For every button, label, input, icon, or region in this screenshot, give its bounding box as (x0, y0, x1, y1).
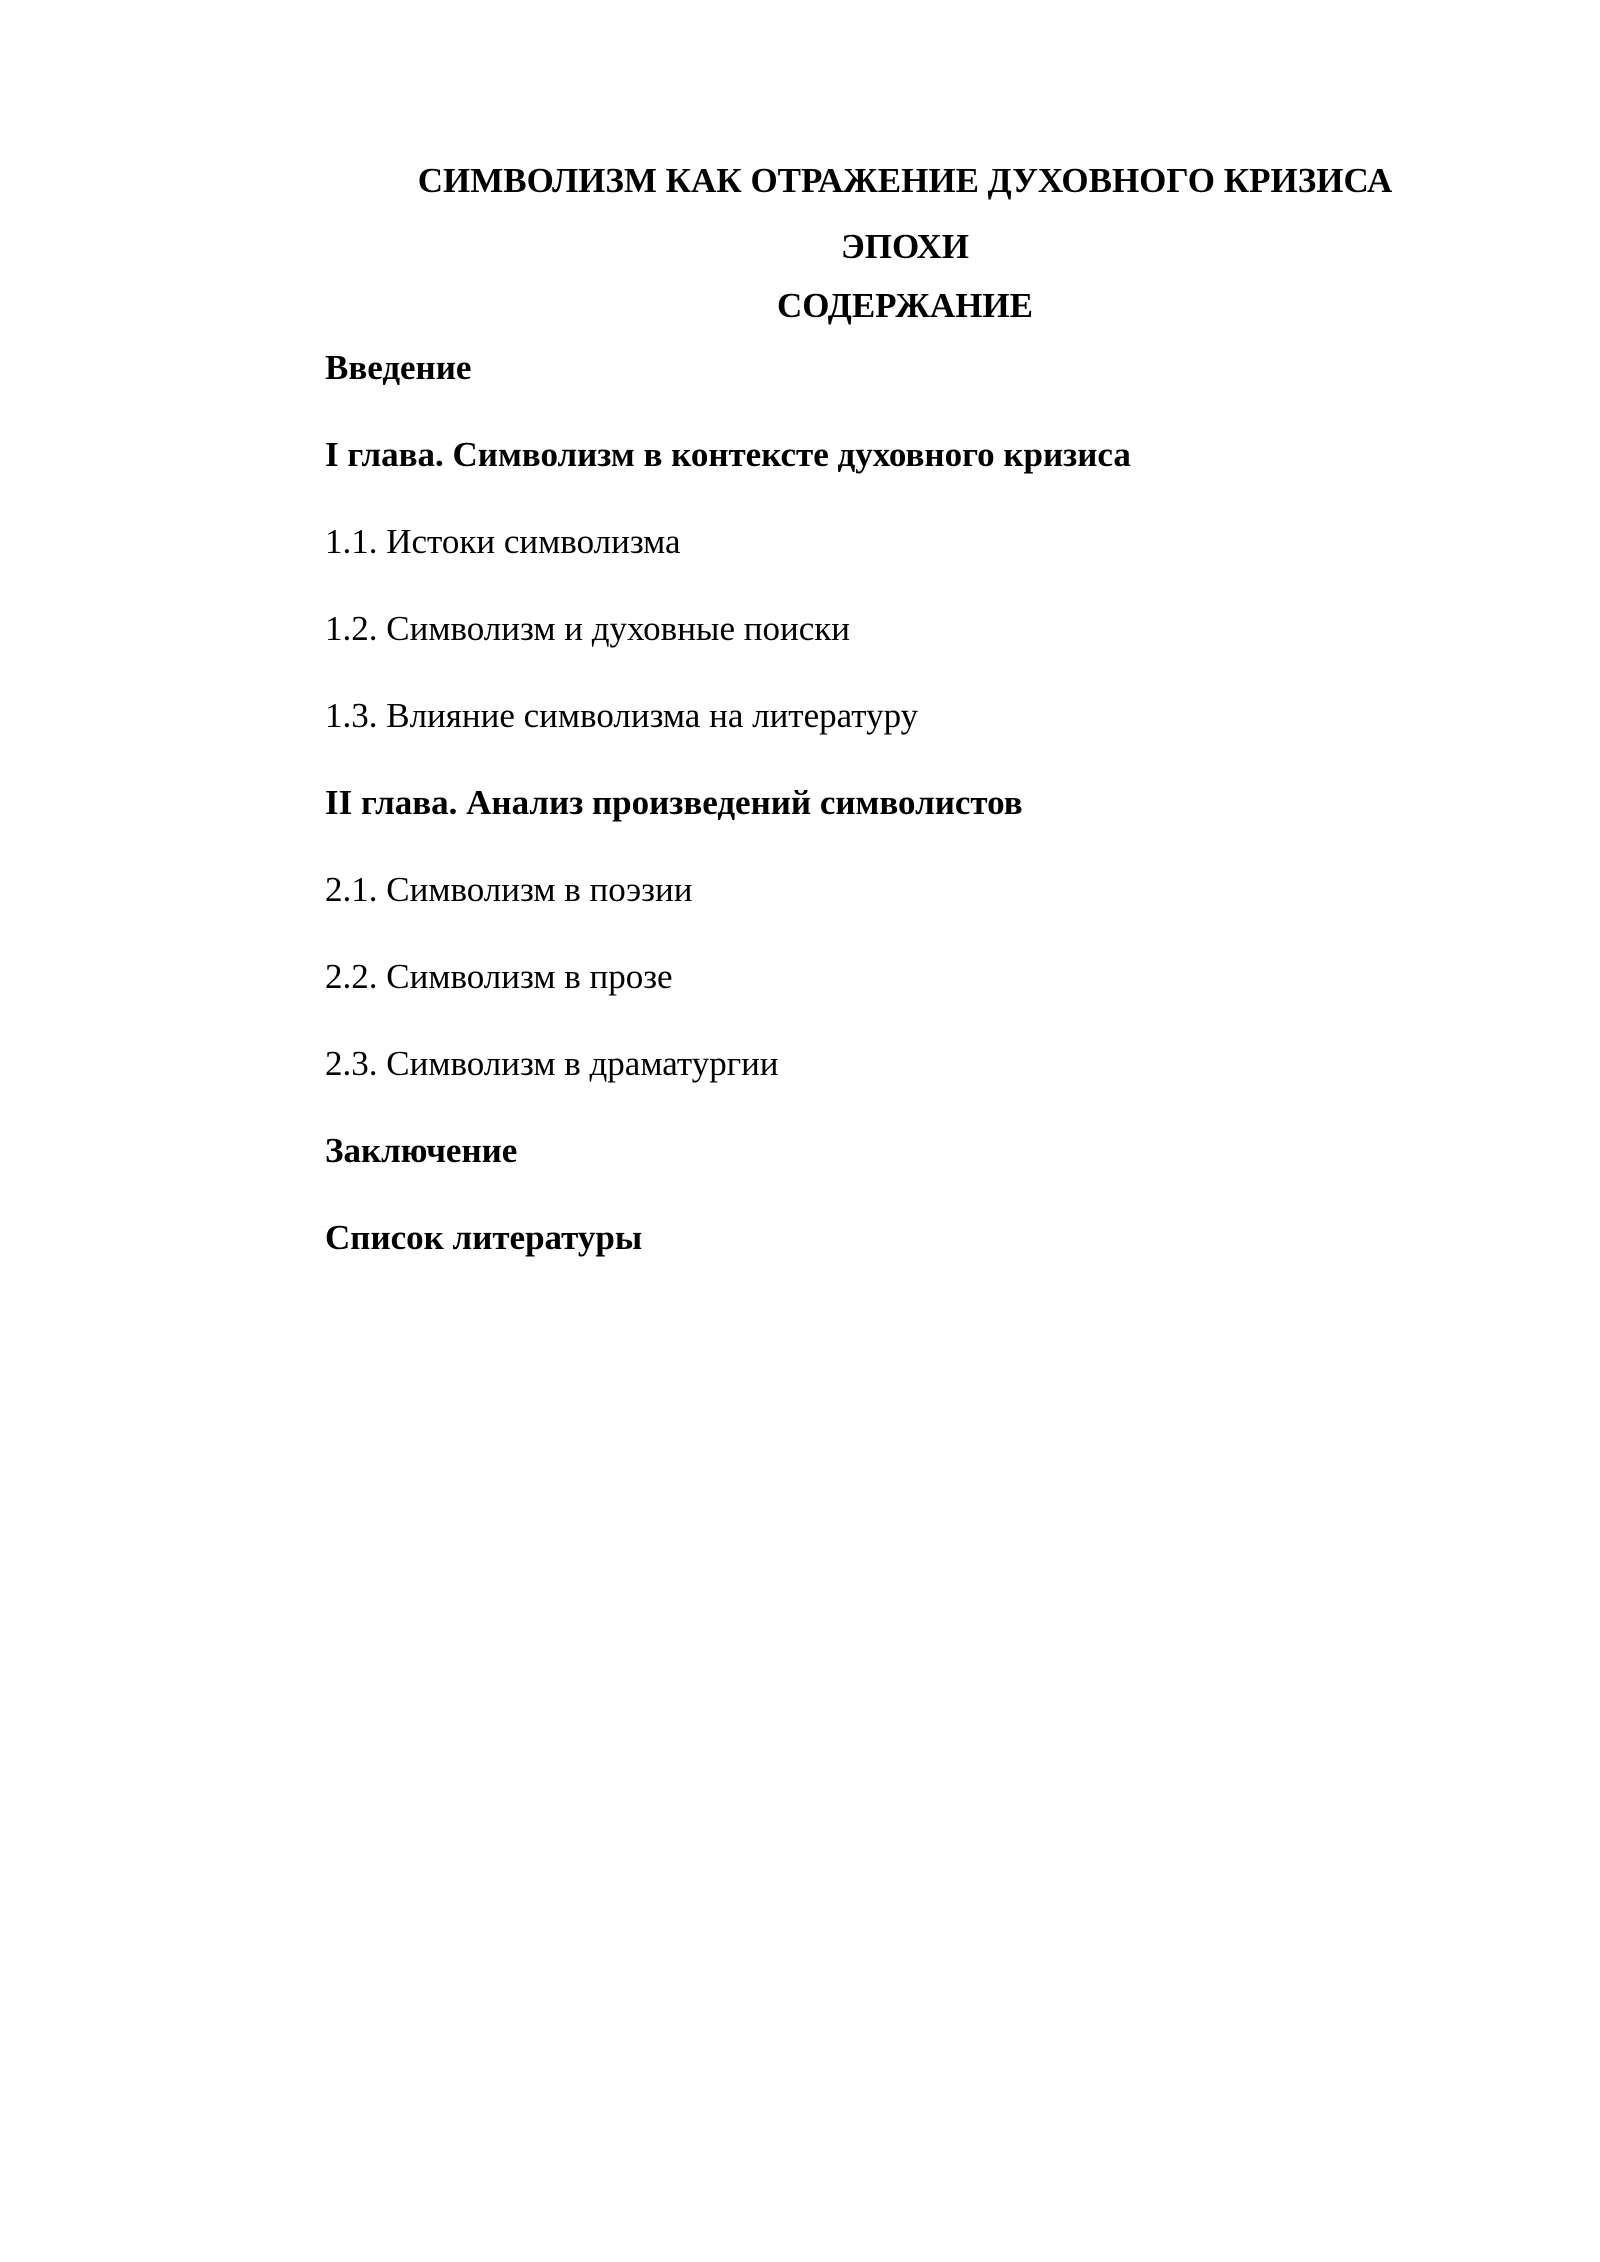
toc-item-bibliography: Список литературы (325, 1218, 643, 1257)
title-line-2: ЭПОХИ (841, 227, 969, 266)
toc-heading: СОДЕРЖАНИЕ (776, 286, 1033, 325)
toc-item-section-1-1: 1.1. Истоки символизма (325, 522, 681, 561)
toc-item-section-1-2: 1.2. Символизм и духовные поиски (325, 609, 850, 648)
toc-item-section-2-2: 2.2. Символизм в прозе (325, 957, 673, 996)
toc-item-conclusion: Заключение (325, 1131, 518, 1170)
toc-item-section-1-3: 1.3. Влияние символизма на литературу (325, 696, 919, 735)
table-of-contents (325, 342, 1485, 1299)
toc-item-section-2-1: 2.1. Символизм в поэзии (325, 870, 693, 909)
toc-item-chapter-1: I глава. Символизм в контексте духовного кризиса (325, 435, 1131, 474)
title-line-1: СИМВОЛИЗМ КАК ОТРАЖЕНИЕ ДУХОВНОГО КРИЗИСА (417, 161, 1393, 200)
toc-item-introduction: Введение (325, 348, 472, 387)
document-title (325, 148, 1485, 280)
toc-item-section-2-3: 2.3. Символизм в драматургии (325, 1044, 779, 1083)
toc-item-chapter-2: II глава. Анализ произведений символистов (325, 783, 1023, 822)
